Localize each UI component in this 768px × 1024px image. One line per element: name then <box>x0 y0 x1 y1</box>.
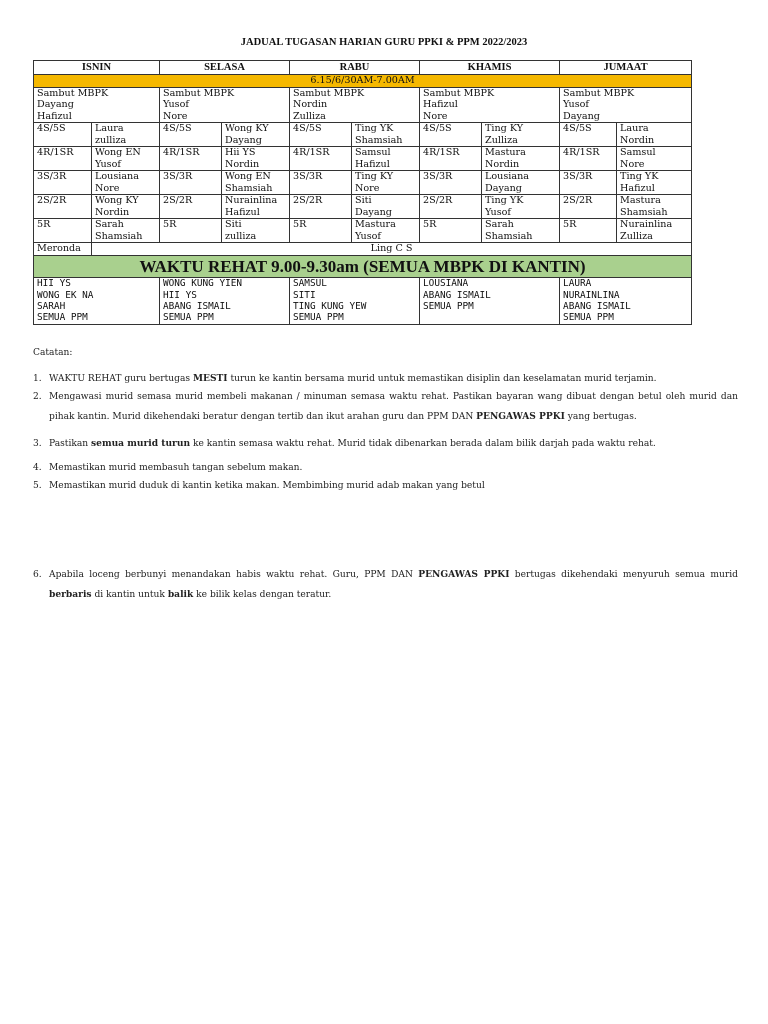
teacher-cell <box>352 147 420 171</box>
cell-line: Sarah <box>485 219 514 231</box>
cell-line: Wong KY <box>95 195 139 207</box>
cell-line: Sambut MBPK <box>163 88 235 99</box>
note-emphasis: MESTI <box>192 373 228 384</box>
rest-duty-cell <box>420 278 560 325</box>
cell-line: Ting YK <box>355 123 394 135</box>
day-header-isnin: ISNIN <box>34 61 160 75</box>
rest-duty-cell <box>290 278 420 325</box>
class-cell: 4S/5S <box>420 123 482 147</box>
cell-line: Dayang <box>225 134 262 146</box>
teacher-cell <box>352 219 420 243</box>
note-fragment: Pastikan <box>49 439 92 449</box>
class-cell: 3S/3R <box>560 171 617 195</box>
cell-line: Hafizul <box>225 206 260 218</box>
cell-line: Mastura <box>355 219 396 231</box>
class-cell: 3S/3R <box>290 171 352 195</box>
teacher-cell <box>92 195 160 219</box>
duty-name: HII YS <box>37 278 71 290</box>
cell-line: Nore <box>423 110 448 122</box>
note-emphasis: semua murid turun <box>91 438 191 449</box>
class-cell: 4S/5S <box>560 123 617 147</box>
note-number: 3. <box>33 439 42 449</box>
cell-line: Mastura <box>485 147 526 159</box>
class-cell: 4R/1SR <box>160 147 222 171</box>
note-fragment: Memastikan murid duduk di kantin ketika makan. Membimbing murid adab makan yang betul <box>49 481 485 491</box>
note-fragment: di kantin untuk <box>91 590 168 600</box>
duty-name <box>423 312 556 323</box>
cell-line: Shamsiah <box>620 206 668 218</box>
cell-line: Samsul <box>620 147 656 159</box>
teacher-cell <box>222 195 290 219</box>
morning-duty-cell <box>290 88 420 123</box>
cell-line: Yusof <box>485 206 511 218</box>
duty-name: WONG KUNG YIEN <box>163 278 243 290</box>
note-text <box>49 565 738 605</box>
class-cell: 4R/1SR <box>34 147 92 171</box>
class-cell: 4R/1SR <box>420 147 482 171</box>
cell-line: Nore <box>95 182 120 194</box>
note-number: 4. <box>33 463 42 473</box>
cell-line: Yusof <box>355 230 381 242</box>
cell-line: Zulliza <box>620 230 653 242</box>
note-item <box>33 565 738 605</box>
teacher-cell <box>222 123 290 147</box>
cell-line: Shamsiah <box>225 182 273 194</box>
cell-line: Nordin <box>485 158 520 170</box>
morning-duty-cell <box>34 88 160 123</box>
note-item <box>33 387 738 427</box>
note-emphasis: berbaris <box>49 589 92 600</box>
cell-line: Dayang <box>485 182 522 194</box>
teacher-cell <box>482 147 560 171</box>
teacher-cell <box>482 195 560 219</box>
note-number: 6. <box>33 570 42 580</box>
class-cell: 5R <box>34 219 92 243</box>
class-cell: 4S/5S <box>34 123 92 147</box>
cell-line: Hafizul <box>423 99 458 111</box>
cell-line: Yusof <box>95 158 121 170</box>
teacher-cell <box>222 219 290 243</box>
note-emphasis: PENGAWAS PPKI <box>476 411 565 422</box>
duty-name: SEMUA PPM <box>563 312 614 324</box>
cell-line: Sambut MBPK <box>37 88 109 99</box>
class-cell: 4S/5S <box>290 123 352 147</box>
cell-line: Wong EN <box>225 171 271 183</box>
note-number: 1. <box>33 374 42 384</box>
teacher-cell <box>617 147 692 171</box>
cell-line: Sambut MBPK <box>423 88 495 99</box>
class-cell: 5R <box>290 219 352 243</box>
cell-line: Ting YK <box>485 195 524 207</box>
rest-duty-cell <box>560 278 692 325</box>
duty-name: SEMUA PPM <box>163 312 214 324</box>
cell-line: Ting KY <box>485 123 524 135</box>
cell-line: Nore <box>163 110 188 122</box>
page-title: JADUAL TUGASAN HARIAN GURU PPKI & PPM 2022/2023 <box>240 37 528 48</box>
duty-name: ABANG ISMAIL <box>423 289 491 301</box>
note-number: 5. <box>33 481 42 491</box>
cell-line: Lousiana <box>485 171 529 183</box>
cell-line: Nore <box>620 158 645 170</box>
cell-line: Yusof <box>563 99 589 111</box>
note-fragment: turun ke kantin bersama murid untuk memastikan disiplin dan keselamatan murid terjamin. <box>227 374 657 384</box>
duty-name: LOUSIANA <box>423 278 469 290</box>
note-item <box>33 475 738 497</box>
cell-line: Hii YS <box>225 147 256 159</box>
note-fragment: WAKTU REHAT guru bertugas <box>49 374 193 384</box>
duty-name: SARAH <box>37 301 66 313</box>
teacher-cell <box>92 147 160 171</box>
cell-line: Wong EN <box>95 147 141 159</box>
teacher-cell <box>482 219 560 243</box>
cell-line: Nore <box>355 182 380 194</box>
day-header-rabu: RABU <box>290 61 420 75</box>
cell-line: Laura <box>95 123 124 135</box>
teacher-cell <box>617 219 692 243</box>
meronda-label: Meronda <box>34 243 92 256</box>
class-cell: 3S/3R <box>160 171 222 195</box>
class-cell: 5R <box>560 219 617 243</box>
duty-name: ABANG ISMAIL <box>563 301 631 313</box>
cell-line: Dayang <box>563 110 600 122</box>
teacher-cell <box>482 171 560 195</box>
class-cell: 2S/2R <box>560 195 617 219</box>
cell-line: Siti <box>225 219 242 231</box>
cell-line: Yusof <box>163 99 189 111</box>
rest-duty-cell <box>160 278 290 325</box>
cell-line: Shamsiah <box>355 134 403 146</box>
cell-line: Laura <box>620 123 649 135</box>
cell-line: Sambut MBPK <box>563 88 635 99</box>
note-fragment: Apabila loceng berbunyi menandakan habis waktu rehat. Guru, PPM DAN <box>49 570 419 580</box>
cell-line: Nordin <box>293 99 328 111</box>
teacher-cell <box>352 123 420 147</box>
class-cell: 3S/3R <box>34 171 92 195</box>
rest-duty-cell <box>34 278 160 325</box>
teacher-cell <box>92 171 160 195</box>
class-cell: 4R/1SR <box>560 147 617 171</box>
notes-caption: Catatan: <box>33 348 73 358</box>
note-fragment: ke bilik kelas dengan teratur. <box>193 590 332 600</box>
cell-line: Sarah <box>95 219 124 231</box>
class-cell: 4R/1SR <box>290 147 352 171</box>
note-fragment: Memastikan murid membasuh tangan sebelum makan. <box>49 463 303 473</box>
teacher-cell <box>92 219 160 243</box>
cell-line: Hafizul <box>620 182 655 194</box>
cell-line: Wong KY <box>225 123 269 135</box>
cell-line: Nordin <box>225 158 260 170</box>
duty-name: SAMSUL <box>293 278 327 290</box>
cell-line: Sambut MBPK <box>293 88 365 99</box>
cell-line: zulliza <box>95 134 127 146</box>
day-header-jumaat: JUMAAT <box>560 61 692 75</box>
duty-name: NURAINLINA <box>563 289 620 301</box>
cell-line: Hafizul <box>355 158 390 170</box>
teacher-cell <box>482 123 560 147</box>
cell-line: Zulliza <box>293 110 326 122</box>
note-fragment: bertugas dikehendaki menyuruh semua murid <box>509 570 738 580</box>
duty-schedule-table <box>33 60 692 325</box>
class-cell: 2S/2R <box>290 195 352 219</box>
duty-name: WONG EK NA <box>37 289 94 301</box>
morning-duty-cell <box>560 88 692 123</box>
note-emphasis: balik <box>167 589 194 600</box>
note-item <box>33 433 738 455</box>
cell-line: Ting YK <box>620 171 659 183</box>
cell-line: Hafizul <box>37 110 72 122</box>
cell-line: Siti <box>355 195 372 207</box>
cell-line: Nurainlina <box>225 195 278 207</box>
duty-name: SEMUA PPM <box>423 301 474 313</box>
class-cell: 5R <box>420 219 482 243</box>
cell-line: zulliza <box>225 230 257 242</box>
morning-time-band: 6.15/6/30AM-7.00AM <box>34 75 692 88</box>
note-fragment: yang bertugas. <box>564 412 637 422</box>
note-fragment: ke kantin semasa waktu rehat. Murid tidak dibenarkan berada dalam bilik darjah pada waktu rehat. <box>190 439 656 449</box>
cell-line: Dayang <box>37 99 74 111</box>
rest-time-banner: WAKTU REHAT 9.00-9.30am (SEMUA MBPK DI KANTIN) <box>34 256 692 278</box>
teacher-cell <box>617 123 692 147</box>
cell-line: Nordin <box>95 206 130 218</box>
duty-name: TING KUNG YEW <box>293 301 367 313</box>
cell-line: Nordin <box>620 134 655 146</box>
teacher-cell <box>352 171 420 195</box>
cell-line: Lousiana <box>95 171 139 183</box>
morning-duty-cell <box>420 88 560 123</box>
note-text <box>49 475 738 497</box>
duty-name: HII YS <box>163 289 197 301</box>
day-header-selasa: SELASA <box>160 61 290 75</box>
class-cell: 2S/2R <box>420 195 482 219</box>
cell-line: Nurainlina <box>620 219 673 231</box>
teacher-cell <box>222 171 290 195</box>
teacher-cell <box>222 147 290 171</box>
duty-name: SEMUA PPM <box>293 312 344 324</box>
cell-line: Samsul <box>355 147 391 159</box>
cell-line: Mastura <box>620 195 661 207</box>
class-cell: 2S/2R <box>34 195 92 219</box>
class-cell: 5R <box>160 219 222 243</box>
teacher-cell <box>92 123 160 147</box>
note-number: 2. <box>33 392 42 402</box>
cell-line: Zulliza <box>485 134 518 146</box>
teacher-cell <box>617 171 692 195</box>
duty-name: SITI <box>293 289 316 301</box>
class-cell: 3S/3R <box>420 171 482 195</box>
note-emphasis: PENGAWAS PPKI <box>418 569 510 580</box>
cell-line: Dayang <box>355 206 392 218</box>
duty-name: LAURA <box>563 278 592 290</box>
cell-line: Ting KY <box>355 171 394 183</box>
morning-duty-cell <box>160 88 290 123</box>
meronda-value: Ling C S <box>92 243 692 256</box>
cell-line: Shamsiah <box>485 230 533 242</box>
teacher-cell <box>617 195 692 219</box>
note-text <box>49 433 738 455</box>
note-fragment: Mengawasi murid semasa murid membeli makanan / minuman semasa waktu rehat. Pastikan bayaran wang dibuat dengan betul oleh murid dan pihak kantin. Murid dikehendaki beratur dengan tertib dan ikut arahan guru dan PPM DAN <box>49 392 738 422</box>
cell-line: Shamsiah <box>95 230 143 242</box>
duty-name: SEMUA PPM <box>37 312 88 324</box>
day-header-khamis: KHAMIS <box>420 61 560 75</box>
duty-name: ABANG ISMAIL <box>163 301 231 313</box>
class-cell: 4S/5S <box>160 123 222 147</box>
class-cell: 2S/2R <box>160 195 222 219</box>
teacher-cell <box>352 195 420 219</box>
note-text <box>49 387 738 427</box>
